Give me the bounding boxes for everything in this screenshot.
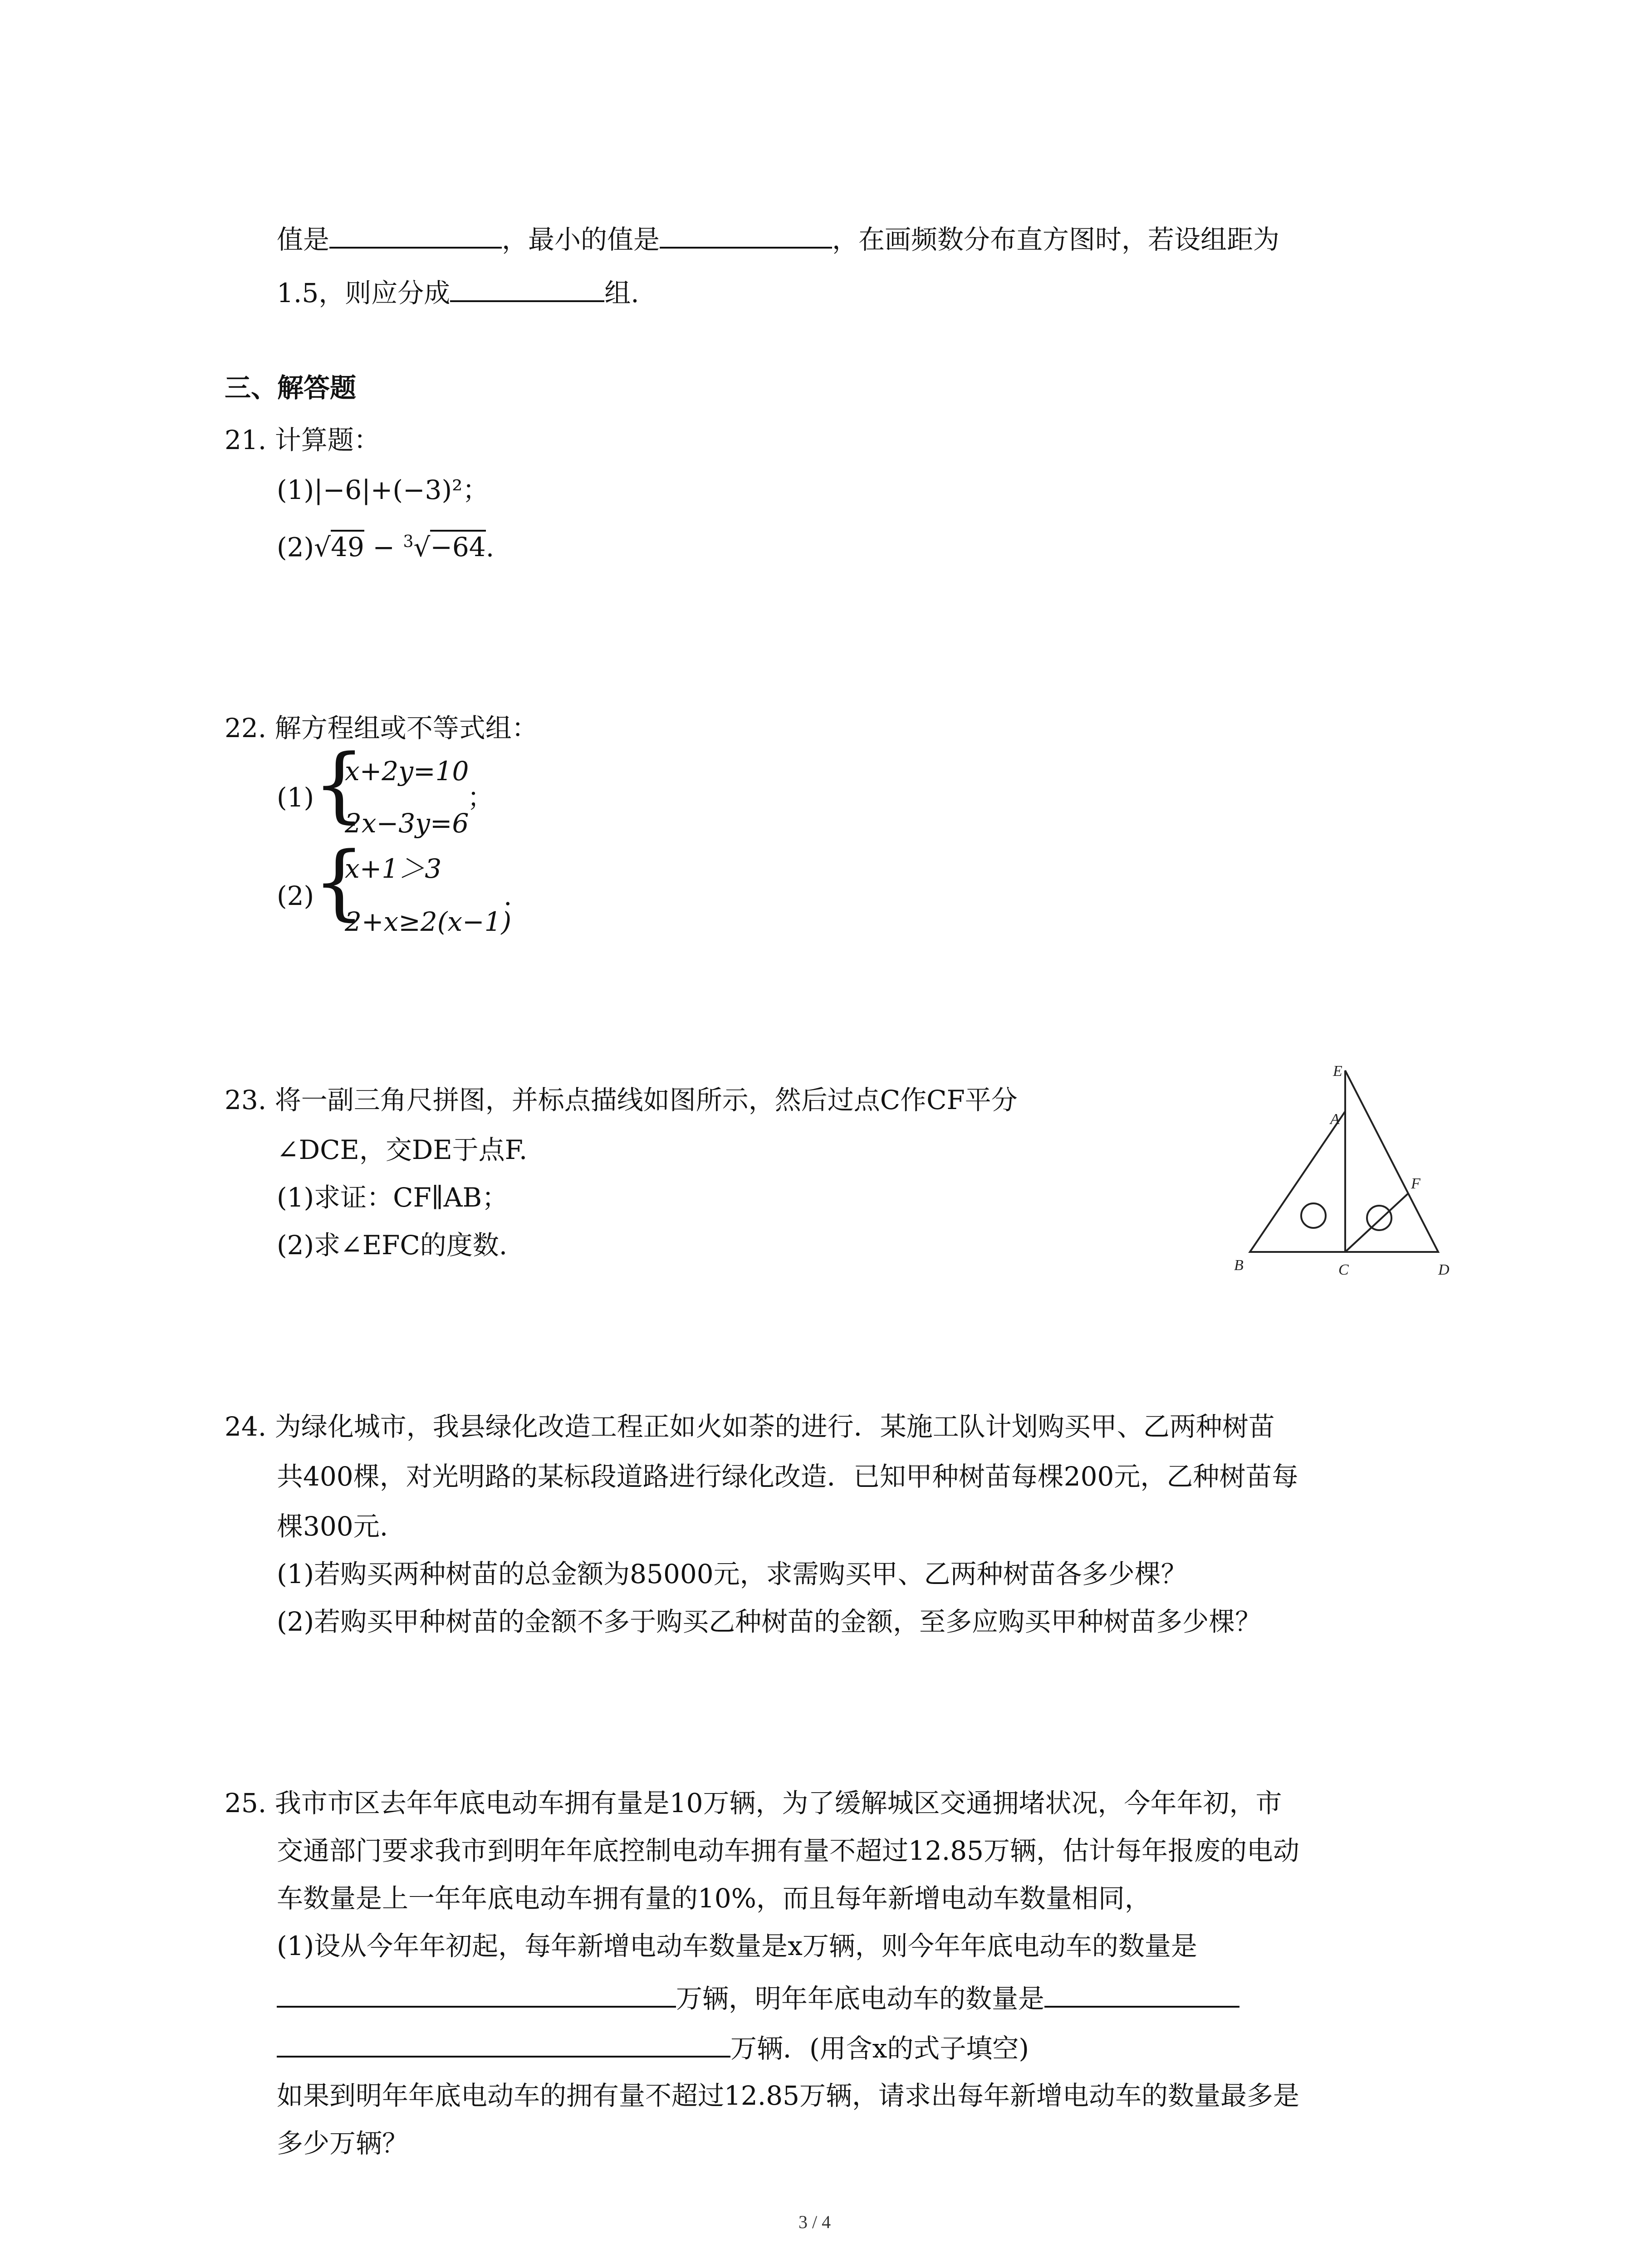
q21-stem (225, 422, 380, 458)
q23-text-1: 将一副三角尺拼图，并标点描线如图所示，然后过点C作CF平分 (274, 1085, 1018, 1115)
q20-text-c: ，在画频数分布直方图时，若设组距为 (832, 224, 1280, 255)
q23-line-1 (225, 1082, 1018, 1118)
answer-blank-this-year[interactable] (277, 1978, 676, 2008)
q24-number: 24. (225, 1411, 267, 1442)
q24-line-1 (225, 1408, 1275, 1445)
label-b: B (1234, 1257, 1244, 1274)
q22-number: 22. (225, 713, 267, 743)
q25-number: 25. (225, 1788, 267, 1818)
cbrt-symbol: √ (413, 532, 431, 563)
answer-blank-max[interactable] (329, 219, 502, 249)
answer-blank-groups[interactable] (450, 272, 604, 302)
label-a: A (1330, 1111, 1340, 1128)
q22-stem (225, 710, 538, 746)
q25-line-1 (225, 1785, 1282, 1821)
q24-line-2: 共400棵，对光明路的某标段道路进行绿化改造．已知甲种树苗每棵200元，乙种树苗每 (277, 1461, 1298, 1492)
q22-stem-text: 解方程组或不等式组： (274, 713, 538, 743)
q21-root-index: 3 (403, 533, 414, 551)
q20-line-1 (277, 219, 1279, 258)
segment-cf (1345, 1193, 1409, 1252)
q21-radicand-1: 49 (331, 530, 364, 562)
answer-blank-min[interactable] (660, 219, 832, 249)
q20-text-e: 组. (604, 278, 639, 308)
q22-eq-1: x+2y=10 (345, 756, 469, 787)
q25-text-b2: 万辆．(用含x的式子填空) (730, 2033, 1029, 2064)
q22-eq-2: 2x−3y=6 (345, 808, 469, 839)
q24-text-1: 为绿化城市，我县绿化改造工程正如火如荼的进行．某施工队计划购买甲、乙两种树苗 (274, 1411, 1275, 1442)
q23-line-2: ∠DCE，交DE于点F. (277, 1134, 528, 1165)
q25-text-b1: 万辆，明年年底电动车的数量是 (676, 1983, 1045, 2014)
q21-part-2 (277, 524, 494, 565)
q25-line-2: 交通部门要求我市到明年年底控制电动车拥有量不超过12.85万辆，估计每年报废的电动 (277, 1835, 1300, 1866)
q21-number: 21. (225, 425, 267, 455)
q24-part-2: (2)若购买甲种树苗的金额不多于购买乙种树苗的金额，至多应购买甲种树苗多少棵？ (277, 1606, 1262, 1637)
q23-part-1: (1)求证：CF∥AB； (277, 1182, 509, 1213)
q20-line-2 (277, 272, 639, 311)
q22-part-1-end: ； (467, 782, 494, 813)
q22-brace-2: { (313, 835, 365, 929)
q22-ineq-2: 2+x≥2(x−1) (345, 906, 512, 937)
q22-ineq-1: x+1＞3 (345, 853, 442, 884)
q22-part-2-label: (2) (277, 880, 314, 911)
q23-part-2: (2)求∠EFC的度数. (277, 1230, 508, 1261)
q21-minus: − (364, 532, 403, 563)
q22-part-2-end: . (504, 880, 512, 911)
q25-blank-line-2 (277, 2028, 1029, 2067)
q23-number: 23. (225, 1085, 267, 1115)
circle-right (1367, 1206, 1391, 1230)
q20-text-b: ，最小的值是 (502, 224, 660, 255)
q25-blank-line-1 (277, 1978, 1239, 2017)
triangle-abc (1250, 1111, 1345, 1252)
q22-part-1-label: (1) (277, 782, 314, 813)
q22-brace-1: { (313, 737, 365, 832)
q21-part-2-end: . (485, 532, 495, 563)
q25-line-3: 车数量是上一年年底电动车拥有量的10%，而且每年新增电动车数量相同， (277, 1883, 1151, 1914)
q21-part-1: (1)|−6|+(−3)²； (277, 474, 489, 505)
q20-text-d: 1.5，则应分成 (277, 278, 451, 308)
page-number: 3 / 4 (798, 2212, 831, 2232)
label-f: F (1411, 1175, 1421, 1192)
answer-blank-next-year-b[interactable] (277, 2028, 730, 2058)
q20-text-a: 值是 (277, 224, 330, 255)
q25-part-2-line-1: 如果到明年年底电动车的拥有量不超过12.85万辆，请求出每年新增电动车的数量最多是 (277, 2080, 1300, 2111)
answer-blank-next-year-a[interactable] (1044, 1978, 1239, 2008)
label-d: D (1438, 1261, 1450, 1278)
label-c: C (1338, 1261, 1349, 1278)
q25-part-2-line-2: 多少万辆？ (277, 2128, 409, 2159)
triangle-ecd (1345, 1070, 1438, 1252)
q24-part-1: (1)若购买两种树苗的总金额为85000元，求需购买甲、乙两种树苗各多少棵？ (277, 1559, 1187, 1589)
q24-line-3: 棵300元. (277, 1511, 388, 1542)
q21-radicand-2: −64 (430, 530, 485, 562)
q25-text-1: 我市市区去年年底电动车拥有量是10万辆，为了缓解城区交通拥堵状况，今年年初，市 (274, 1788, 1282, 1818)
q21-part-2-label: (2) (277, 532, 314, 563)
sqrt-symbol: √ (314, 532, 331, 563)
circle-left (1301, 1203, 1326, 1228)
triangle-figure (1216, 1061, 1506, 1288)
section-title: 三、解答题 (225, 372, 357, 403)
label-e: E (1333, 1063, 1342, 1080)
q21-stem-text: 计算题： (274, 425, 380, 455)
q25-part-1: (1)设从今年年初起，每年新增电动车数量是x万辆，则今年年底电动车的数量是 (277, 1931, 1197, 1961)
